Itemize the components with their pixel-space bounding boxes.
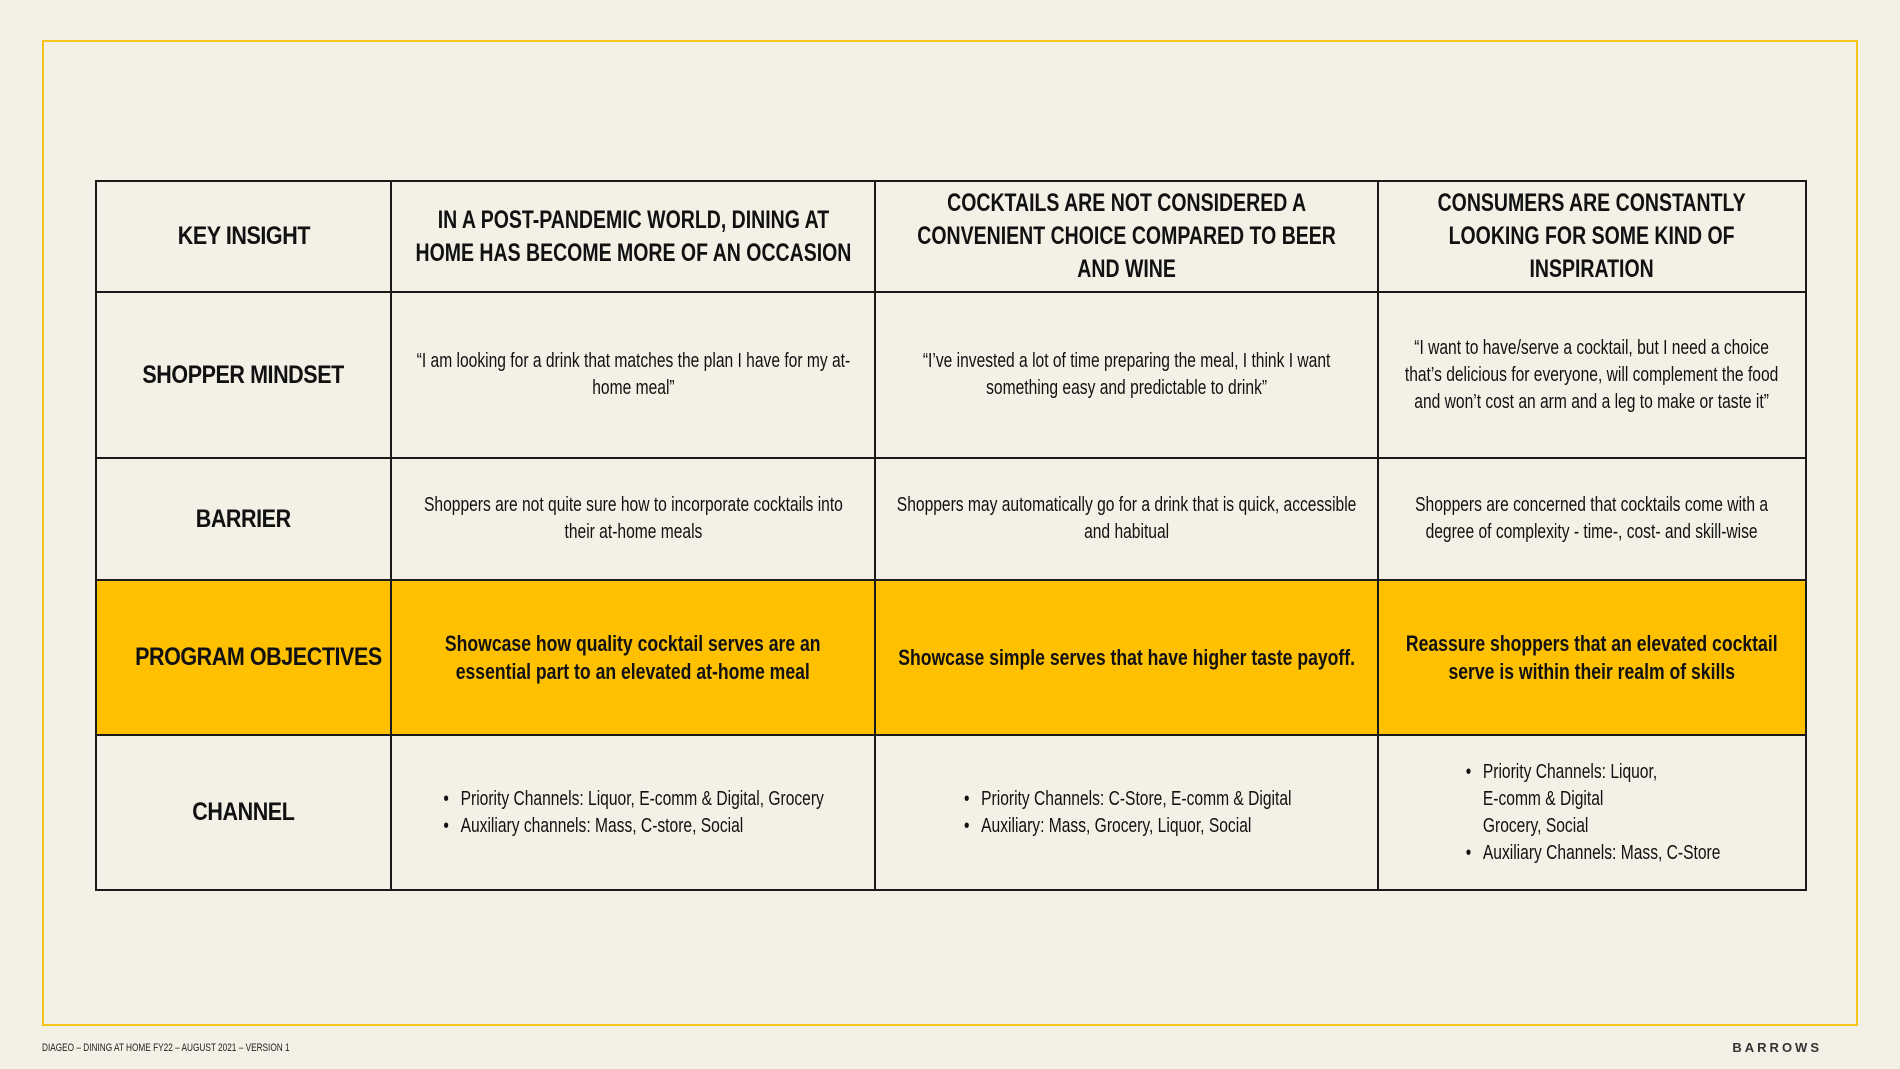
mindset-quote-2: “I’ve invested a lot of time preparing the meal, I think I want something easy and predictable to drink”	[922, 350, 1331, 399]
mindset-cell-2	[875, 292, 1378, 458]
row-label-cell	[96, 181, 391, 292]
row-label-cell	[96, 580, 391, 735]
objective-cell-1	[391, 580, 875, 735]
key-insight-text-2: COCKTAILS ARE NOT CONSIDERED A CONVENIENT CHOICE COMPARED TO BEER AND WINE	[917, 189, 1336, 283]
barrier-text-2: Shoppers may automatically go for a drink that is quick, accessible and habitual	[896, 494, 1357, 543]
channel-list-3	[1464, 759, 1720, 867]
row-label-barrier: BARRIER	[196, 504, 291, 533]
list-item: • Auxiliary: Mass, Grocery, Liquor, Social	[962, 813, 1291, 840]
mindset-cell-1	[391, 292, 875, 458]
row-label-shopper-mindset: SHOPPER MINDSET	[142, 360, 345, 389]
objective-cell-2	[875, 580, 1378, 735]
barrier-cell-2	[875, 458, 1378, 580]
key-insight-cell-3	[1378, 181, 1806, 292]
list-item: • Auxiliary Channels: Mass, C-Store	[1464, 840, 1720, 867]
table-row-barrier	[96, 458, 1806, 580]
table-row-shopper-mindset	[96, 292, 1806, 458]
channel-list-2	[962, 786, 1291, 840]
channel-list-1	[442, 786, 824, 840]
key-insight-text-1: IN A POST-PANDEMIC WORLD, DINING AT HOME HAS BECOME MORE OF AN OCCASION	[415, 205, 851, 267]
objective-text-2: Showcase simple serves that have higher taste payoff.	[898, 644, 1355, 670]
list-item: • Priority Channels: C-Store, E-comm & Digital	[962, 786, 1291, 813]
table-row-program-objectives	[96, 580, 1806, 735]
key-insight-text-3: CONSUMERS ARE CONSTANTLY LOOKING FOR SOME KIND OF INSPIRATION	[1437, 189, 1747, 283]
list-item: • Auxiliary channels: Mass, C-store, Social	[442, 813, 824, 840]
list-item: • Priority Channels: Liquor, E-comm & Digital, Grocery	[442, 786, 824, 813]
key-insight-cell-1	[391, 181, 875, 292]
mindset-cell-3	[1378, 292, 1806, 458]
channel-cell-2	[875, 735, 1378, 890]
key-insight-cell-2	[875, 181, 1378, 292]
mindset-quote-3: “I want to have/serve a cocktail, but I need a choice that’s delicious for everyone, will complement the food and won’t cost an arm and a leg to make or taste it”	[1405, 336, 1779, 413]
channel-cell-1	[391, 735, 875, 890]
barrier-text-3: Shoppers are concerned that cocktails come with a degree of complexity - time-, cost- and skill-wise	[1415, 494, 1769, 543]
objective-cell-3	[1378, 580, 1806, 735]
row-label-channel: CHANNEL	[192, 798, 295, 826]
objective-text-3: Reassure shoppers that an elevated cocktail serve is within their realm of skills	[1406, 630, 1778, 684]
insight-table	[95, 180, 1807, 891]
row-label-program-objectives: PROGRAM OBJECTIVES	[135, 643, 382, 671]
channel-cell-3	[1378, 735, 1806, 890]
row-label-cell	[96, 292, 391, 458]
barrier-text-1: Shoppers are not quite sure how to incorporate cocktails into their at-home meals	[423, 494, 843, 543]
barrier-cell-3	[1378, 458, 1806, 580]
table-row-channel	[96, 735, 1806, 890]
objective-text-1: Showcase how quality cocktail serves are an essential part to an elevated at-home meal	[445, 630, 821, 684]
table-row-key-insight	[96, 181, 1806, 292]
row-label-cell	[96, 458, 391, 580]
barrier-cell-1	[391, 458, 875, 580]
mindset-quote-1: “I am looking for a drink that matches the plan I have for my at-home meal”	[416, 350, 850, 399]
row-label-key-insight: KEY INSIGHT	[177, 222, 310, 250]
brand-logo: BARROWS	[1732, 1040, 1822, 1055]
footer-document-info: DIAGEO – DINING AT HOME FY22 – AUGUST 2021 – VERSION 1	[42, 1042, 290, 1054]
list-item: • Priority Channels: Liquor, E-comm & Digital Grocery, Social	[1464, 759, 1662, 840]
